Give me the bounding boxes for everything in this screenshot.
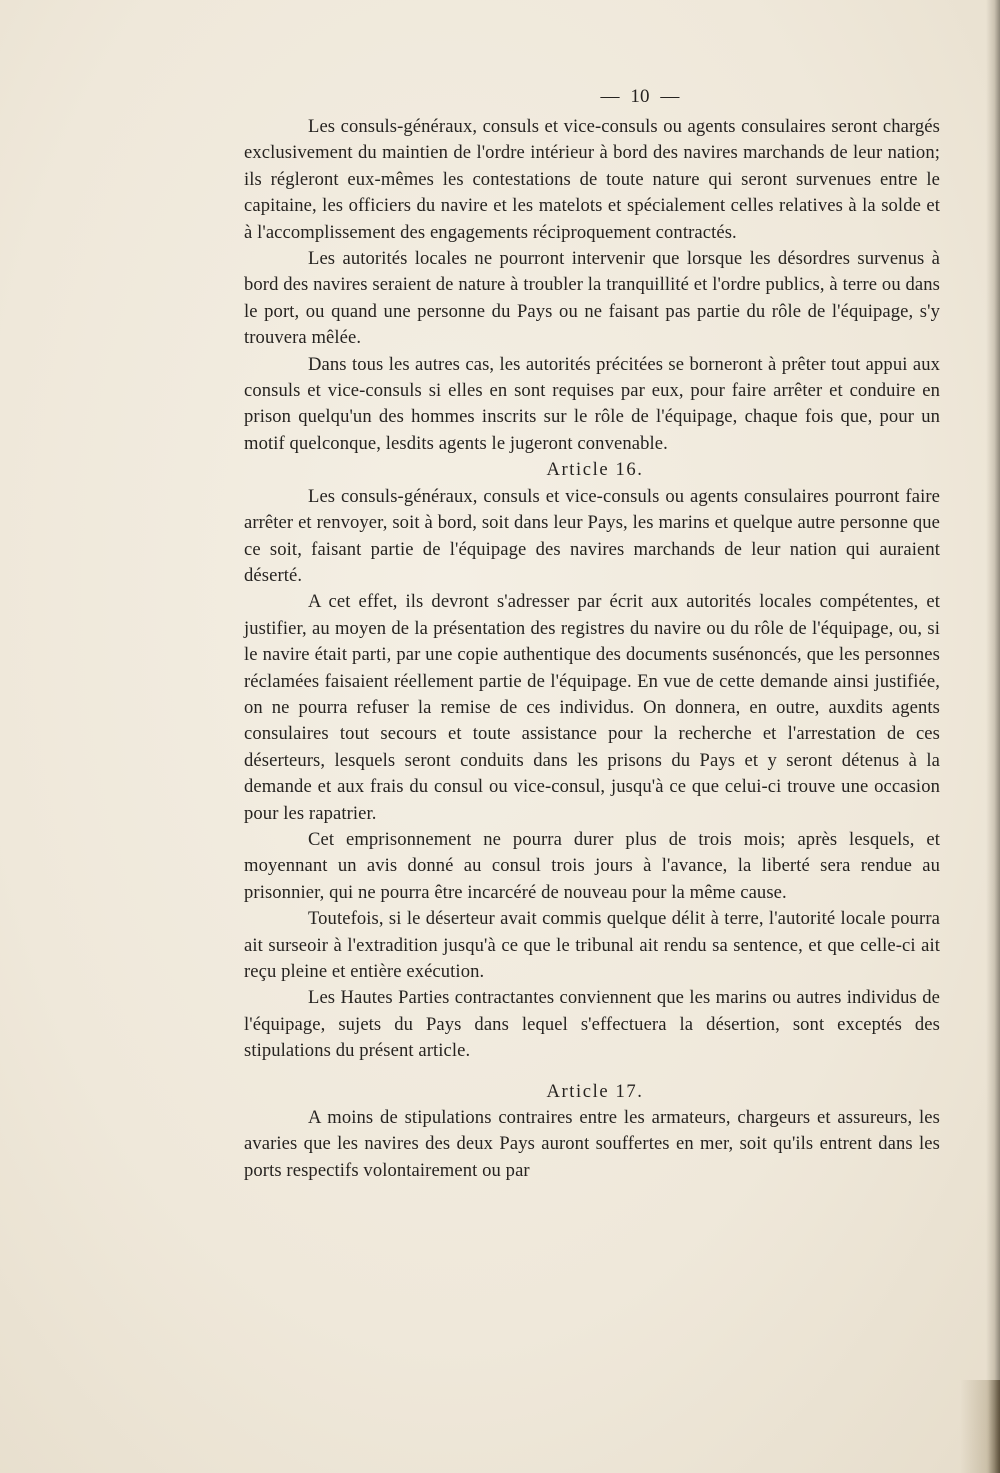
paragraph: Les consuls-généraux, consuls et vice-consuls ou agents consulaires seront chargés exclusivement du maintien de l'ordre intérieur à bord des navires marchands de leur nation; ils régleront eux-mêmes les contestations de toute nature qui seront survenues entre le capitaine, les officiers du navire et les matelots et spécialement celles relatives à la solde et à l'accomplissement des engagements réciproquement contractés. bbox=[244, 116, 940, 243]
page-edge-shadow bbox=[986, 0, 1000, 1473]
paragraph: A cet effet, ils devront s'adresser par écrit aux autorités locales compétentes, et justifier, au moyen de la présentation des registres du navire ou du rôle de l'équipage, ou, si le navire était parti, par une copie authentique des documents susénoncés, que les personnes réclamées faisaient réellement partie de l'équipage. En vue de cette demande ainsi justifiée, on ne pourra refuser la remise de ces individus. On donnera, en outre, auxdits agents consulaires tout secours et toute assistance pour la recherche et l'arrestation de ces déserteurs, lesquels seront conduits dans les prisons du Pays et y seront détenus à la demande et aux frais du consul ou vice-consul, jusqu'à ce que celui-ci trouve une occasion pour les rapatrier. bbox=[244, 591, 940, 824]
page-text bbox=[244, 84, 940, 1184]
paragraph: A moins de stipulations contraires entre les armateurs, chargeurs et assureurs, les avaries que les navires des deux Pays auront souffertes en mer, soit qu'ils entrent dans les ports respectifs volontairement ou par bbox=[244, 1107, 940, 1181]
paragraph: Les consuls-généraux, consuls et vice-consuls ou agents consulaires pourront faire arrêter et renvoyer, soit à bord, soit dans leur Pays, les marins et quelque autre personne que ce soit, faisant partie de l'équipage des navires marchands de leur nation qui auraient déserté. bbox=[244, 485, 940, 586]
page-corner-shadow bbox=[960, 1380, 1000, 1473]
paragraph: Cet emprisonnement ne pourra durer plus de trois mois; après lesquels, et moyennant un avis donné au consul trois jours à l'avance, la liberté sera rendue au prisonnier, qui ne pourra être incarcéré de nouveau pour la même cause. bbox=[244, 828, 940, 903]
article-heading: Article 16. bbox=[546, 459, 644, 481]
paragraph: Les autorités locales ne pourront intervenir que lorsque les désordres survenus à bord des navires seraient de nature à troubler la tranquillité et l'ordre publics, à terre ou dans le port, ou quand une personne du Pays ou ne faisant pas partie du rôle de l'équipage, s'y trouvera mêlée. bbox=[244, 248, 940, 349]
paragraph: Dans tous les autres cas, les autorités précitées se borneront à prêter tout appui aux consuls et vice-consuls si elles en sont requises par eux, pour faire arrêter et conduire en prison quelqu'un des hommes inscrits sur le rôle de l'équipage, chaque fois que, pour un motif quelconque, lesdits agents le jugeront convenable. bbox=[244, 353, 940, 454]
paragraph: Les Hautes Parties contractantes conviennent que les marins ou autres individus de l'équipage, sujets du Pays dans lequel s'effectuera la désertion, sont exceptés des stipulations du présent article. bbox=[244, 987, 940, 1062]
paragraph: Toutefois, si le déserteur avait commis quelque délit à terre, l'autorité locale pourra ait surseoir à l'extradition jusqu'à ce que le tribunal ait rendu sa sentence, et que celle-ci ait reçu pleine et entière exécution. bbox=[244, 908, 940, 982]
article-heading: Article 17. bbox=[546, 1080, 644, 1102]
page-number: — 10 — bbox=[600, 86, 680, 107]
